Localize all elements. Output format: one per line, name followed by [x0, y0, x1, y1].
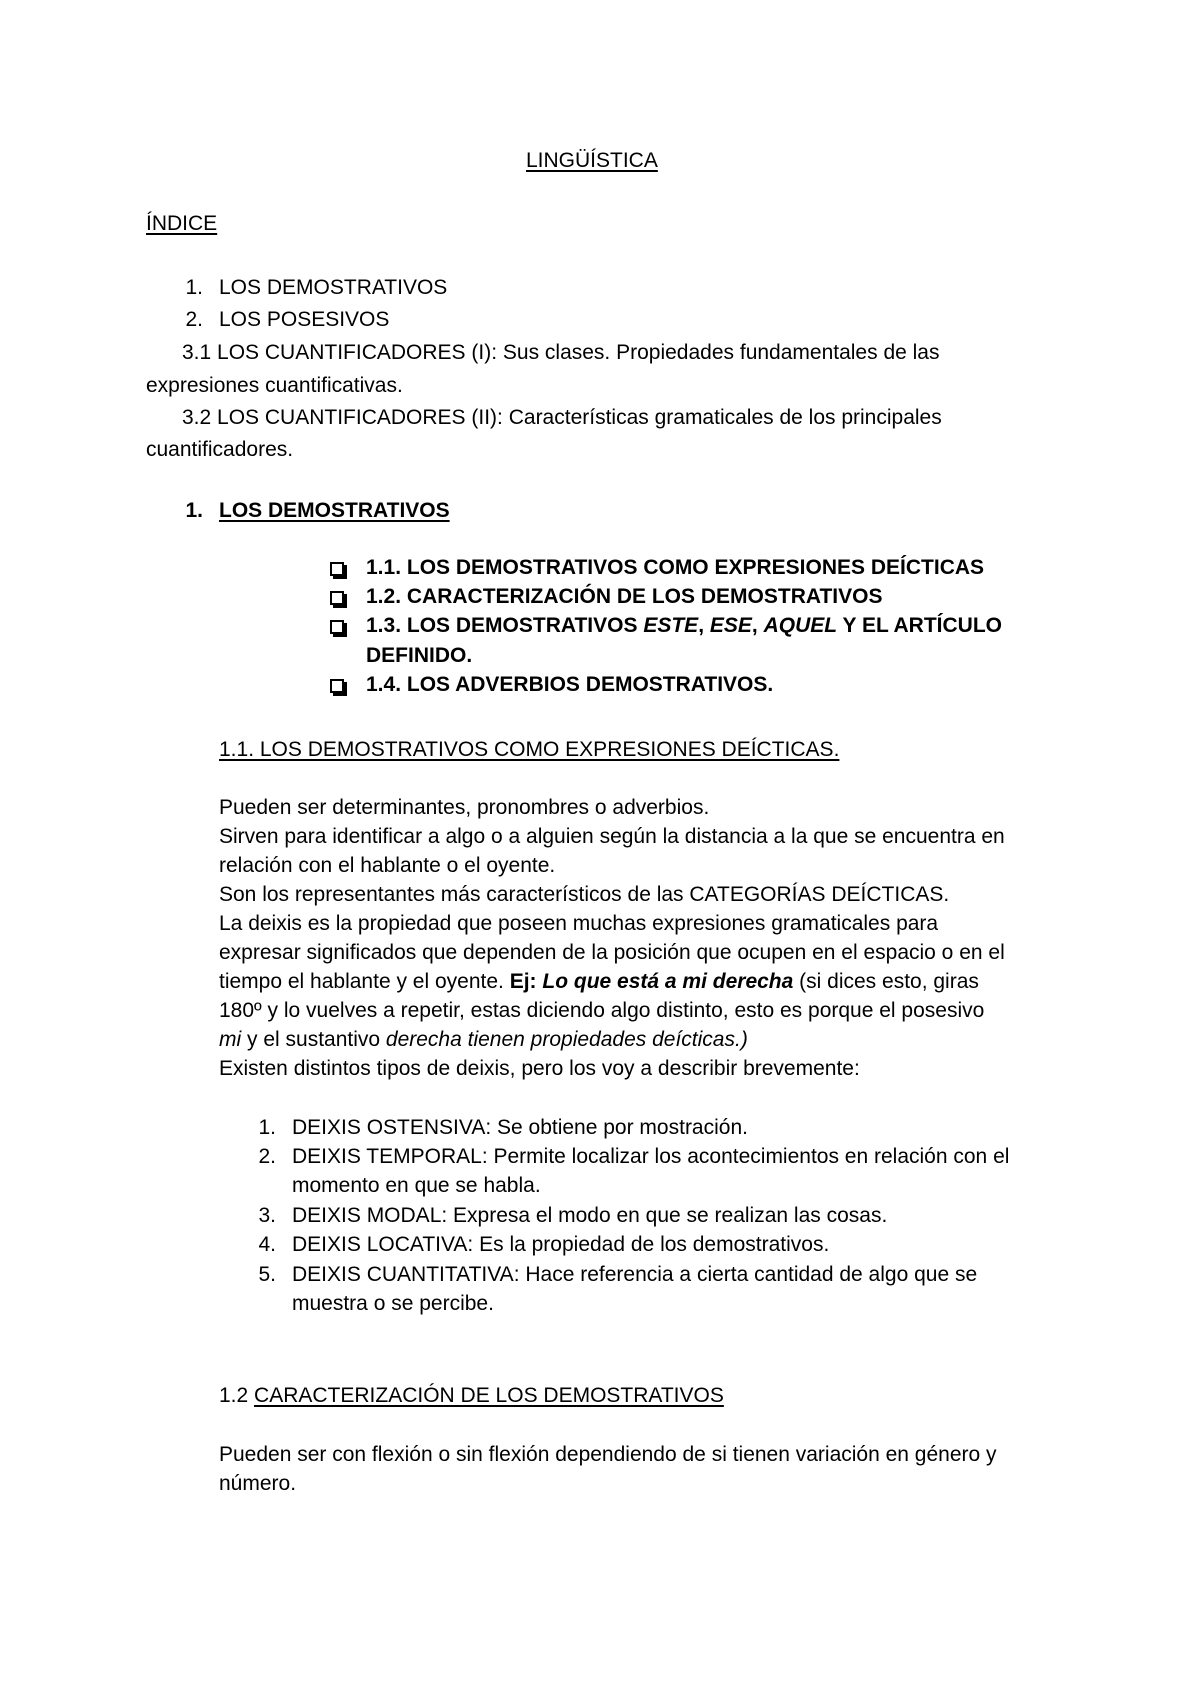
p4e-italic: derecha tienen propiedades deícticas.): [385, 1028, 748, 1051]
index-item-3-2-line1: 3.2 LOS CUANTIFICADORES (II): Características gramaticales de los principales: [182, 406, 942, 429]
bullet-1-1: 1.1. LOS DEMOSTRATIVOS COMO EXPRESIONES DEÍCTICAS: [366, 556, 985, 579]
word-mi: mi: [219, 1028, 242, 1051]
deixis-item-2-number: 2.: [258, 1145, 276, 1168]
sub12-paragraph-line2: número.: [219, 1472, 297, 1495]
bullet-1-3-sep2: ,: [751, 614, 764, 637]
bullet-1-2: 1.2. CARACTERIZACIÓN DE LOS DEMOSTRATIVOS: [366, 585, 883, 608]
bullet-1-3-sep1: ,: [698, 614, 710, 637]
subsection-1-1-heading: 1.1. LOS DEMOSTRATIVOS COMO EXPRESIONES DEÍCTICAS.: [219, 738, 840, 761]
sub11-paragraph-4-line1: La deixis es la propiedad que poseen muchas expresiones gramaticales para: [219, 912, 939, 935]
bullet-1-4: 1.4. LOS ADVERBIOS DEMOSTRATIVOS.: [366, 673, 774, 696]
sub12-paragraph-line1: Pueden ser con flexión o sin flexión dependiendo de si tienen variación en género y: [219, 1443, 997, 1466]
p4c-pre: tiempo el hablante y el oyente.: [219, 970, 510, 993]
subsection-1-2-title: CARACTERIZACIÓN DE LOS DEMOSTRATIVOS: [254, 1384, 724, 1407]
deixis-item-5-text-line2: muestra o se percibe.: [292, 1292, 494, 1315]
index-item-3-1-line1: 3.1 LOS CUANTIFICADORES (I): Sus clases. Propiedades fundamentales de las: [182, 341, 940, 364]
example-phrase: Lo que está a mi derecha: [542, 970, 794, 993]
index-item-1-number: 1.: [185, 276, 203, 299]
index-heading: ÍNDICE: [146, 212, 218, 235]
section-1-number: 1.: [185, 499, 203, 522]
checkbox-bullet-icon: [330, 562, 344, 576]
sub11-paragraph-2-line1: Sirven para identificar a algo o a alguien según la distancia a la que se encuentra en: [219, 825, 1005, 848]
deixis-item-4-number: 4.: [258, 1233, 276, 1256]
section-1-heading: LOS DEMOSTRATIVOS: [219, 499, 450, 522]
sub11-paragraph-4-line5: [219, 1025, 748, 1054]
deixis-item-2-text-line2: momento en que se habla.: [292, 1174, 541, 1197]
p4c-post: (si dices esto, giras: [793, 970, 979, 993]
bullet-1-3-ese: ESE: [709, 614, 752, 637]
bullet-1-3-este: ESTE: [643, 614, 699, 637]
deixis-item-5-number: 5.: [258, 1263, 276, 1286]
deixis-item-2-text: DEIXIS TEMPORAL: Permite localizar los acontecimientos en relación con el: [292, 1145, 1010, 1168]
index-item-3-2-line2: cuantificadores.: [146, 438, 294, 461]
index-item-3-1-line2: expresiones cuantificativas.: [146, 374, 403, 397]
checkbox-bullet-icon: [330, 591, 344, 605]
sub11-paragraph-4-line2: expresar significados que dependen de la posición que ocupen en el espacio o en el: [219, 941, 1005, 964]
deixis-item-3-text: DEIXIS MODAL: Expresa el modo en que se realizan las cosas.: [292, 1204, 888, 1227]
sub11-paragraph-5: Existen distintos tipos de deixis, pero los voy a describir brevemente:: [219, 1057, 860, 1080]
index-item-2-number: 2.: [185, 308, 203, 331]
deixis-item-4-text: DEIXIS LOCATIVA: Es la propiedad de los demostrativos.: [292, 1233, 830, 1256]
document-title: LINGÜÍSTICA: [526, 149, 658, 172]
deixis-item-1-number: 1.: [258, 1116, 276, 1139]
bullet-1-3-prefix: 1.3. LOS DEMOSTRATIVOS: [366, 614, 644, 637]
checkbox-bullet-icon: [330, 679, 344, 693]
deixis-item-5-text: DEIXIS CUANTITATIVA: Hace referencia a cierta cantidad de algo que se: [292, 1263, 978, 1286]
checkbox-bullet-icon: [330, 620, 344, 634]
sub11-paragraph-4-line3: [219, 967, 979, 996]
sub11-paragraph-4-line4: 180º y lo vuelves a repetir, estas diciendo algo distinto, esto es porque el posesivo: [219, 999, 985, 1022]
index-item-2-text: LOS POSESIVOS: [219, 308, 390, 331]
example-label: Ej:: [509, 970, 537, 993]
bullet-1-3-line2: DEFINIDO.: [366, 644, 473, 667]
subsection-1-2-heading: [219, 1381, 724, 1410]
bullet-1-3-aquel: AQUEL: [763, 614, 838, 637]
index-item-1-text: LOS DEMOSTRATIVOS: [219, 276, 448, 299]
sub11-paragraph-3: Son los representantes más característicos de las CATEGORÍAS DEÍCTICAS.: [219, 883, 950, 906]
sub11-paragraph-1: Pueden ser determinantes, pronombres o adverbios.: [219, 796, 710, 819]
bullet-1-3-suffix: Y EL ARTÍCULO: [837, 614, 1002, 637]
deixis-item-3-number: 3.: [258, 1204, 276, 1227]
subsection-1-2-number: 1.2: [219, 1384, 255, 1407]
deixis-item-1-text: DEIXIS OSTENSIVA: Se obtiene por mostración.: [292, 1116, 748, 1139]
p4e-mid: y el sustantivo: [241, 1028, 386, 1051]
bullet-1-3: [366, 611, 1002, 640]
sub11-paragraph-2-line2: relación con el hablante o el oyente.: [219, 854, 556, 877]
